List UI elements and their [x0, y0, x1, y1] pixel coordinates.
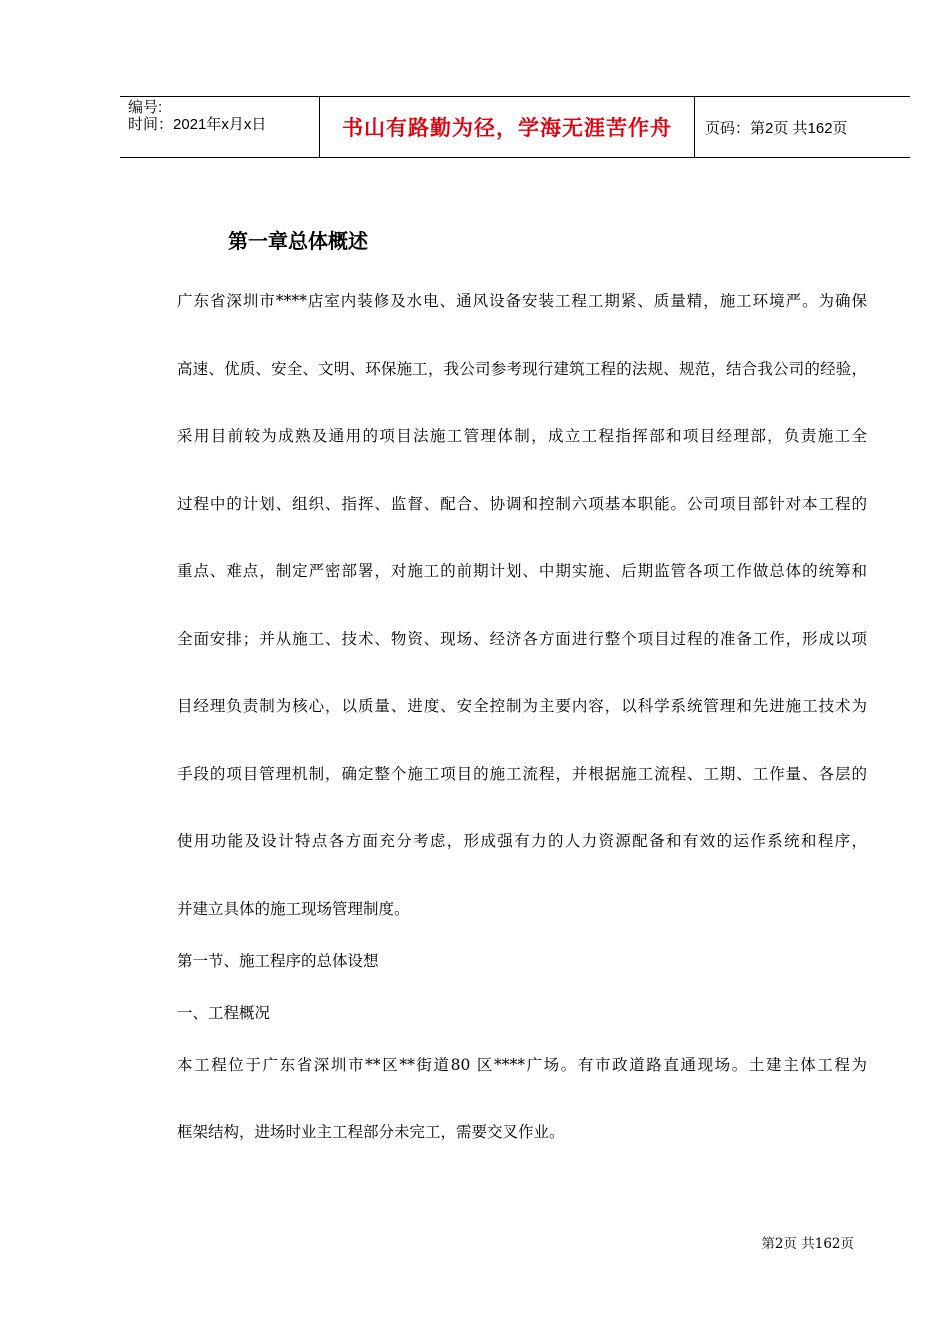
paragraph-line: 采用目前较为成熟及通用的项目法施工管理体制，成立工程指挥部和项目经理部，负责施工全 — [177, 427, 867, 445]
page-footer: 第2页 共162页 — [761, 1236, 854, 1252]
paragraph-line: 高速、优质、安全、文明、环保施工，我公司参考现行建筑工程的法规、规范，结合我公司的经验， — [177, 359, 867, 378]
header-motto: 书山有路勤为径，学海无涯苦作舟 — [320, 97, 695, 157]
page-header — [120, 96, 910, 158]
header-meta — [120, 97, 320, 157]
time-label: 时间：2021年x月x日 — [128, 116, 267, 133]
paragraph-line: 本工程位于广东省深圳市**区**街道80 区****广场。有市政道路直通现场。土建主体工程为 — [177, 1055, 867, 1074]
paragraph-line: 手段的项目管理机制，确定整个施工项目的施工流程，并根据施工流程、工期、工作量、各层的 — [177, 764, 867, 783]
paragraph-2 — [177, 1054, 867, 1189]
number-label: 编号: — [128, 99, 163, 116]
header-page-info: 页码：第2页 共162页 — [705, 119, 848, 137]
paragraph-line: 框架结构，进场时业主工程部分未完工，需要交叉作业。 — [177, 1123, 565, 1141]
paragraph-line: 广东省深圳市****店室内装修及水电、通风设备安装工程工期紧、质量精，施工环境严。为确保 — [177, 292, 867, 310]
paragraph-line: 全面安排；并从施工、技术、物资、现场、经济各方面进行整个项目过程的准备工作，形成以项 — [177, 629, 867, 648]
paragraph-line: 重点、难点，制定严密部署，对施工的前期计划、中期实施、后期监管各项工作做总体的统筹和 — [177, 562, 867, 580]
section-heading: 第一节、施工程序的总体设想 — [177, 951, 379, 970]
paragraph-line: 过程中的计划、组织、指挥、监督、配合、协调和控制六项基本职能。公司项目部针对本工程的 — [177, 494, 867, 513]
paragraph-line: 并建立具体的施工现场管理制度。 — [177, 899, 410, 918]
subsection-heading: 一、工程概况 — [177, 1003, 271, 1022]
paragraph-line: 目经理负责制为核心，以质量、进度、安全控制为主要内容，以科学系统管理和先进施工技术为 — [177, 697, 867, 715]
chapter-title: 第一章总体概述 — [228, 229, 368, 253]
paragraph-line: 使用功能及设计特点各方面充分考虑，形成强有力的人力资源配备和有效的运作系统和程序， — [177, 832, 867, 850]
document-body — [177, 290, 867, 1189]
paragraph-1 — [177, 290, 867, 950]
